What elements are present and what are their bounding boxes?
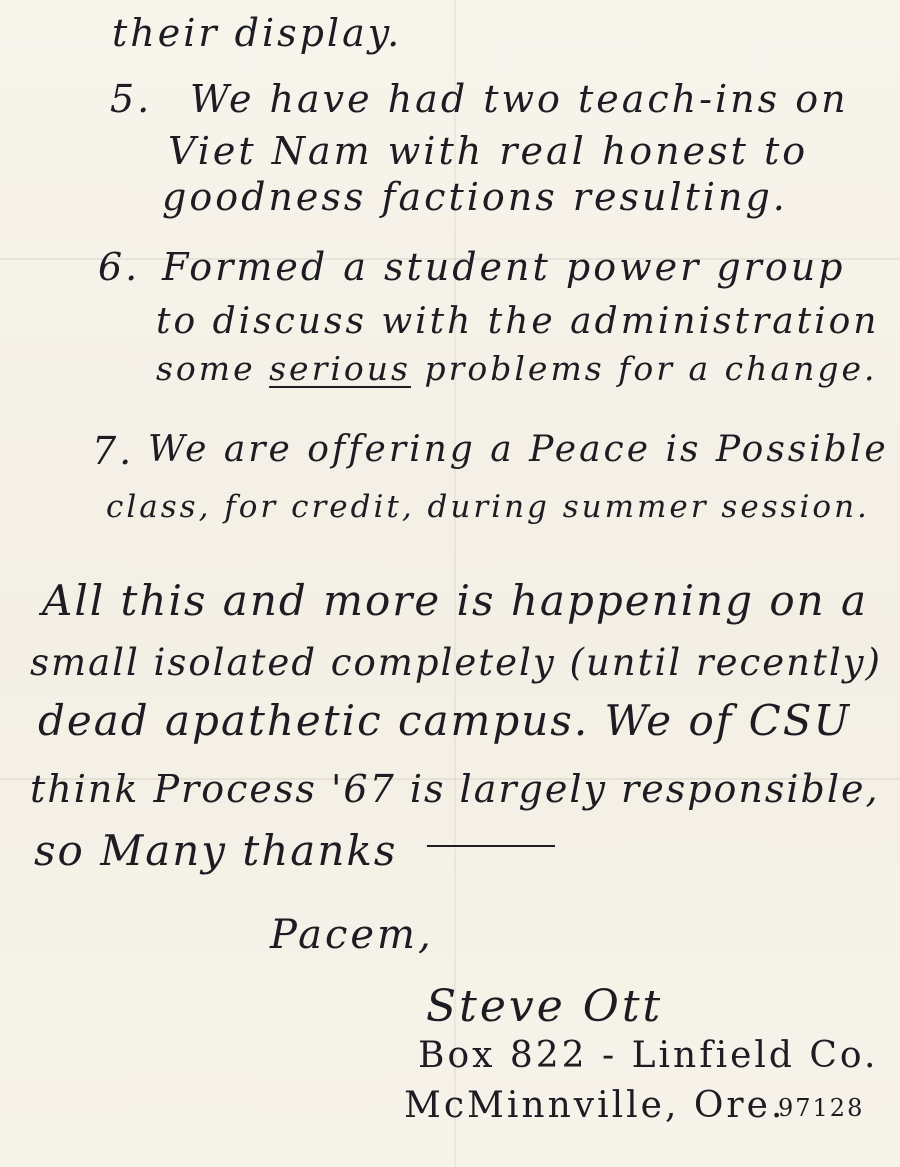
- line-their-display: their display.: [112, 11, 403, 55]
- paragraph-line-2: small isolated completely (until recently): [30, 641, 882, 684]
- paragraph-line-5: so Many thanks: [34, 826, 398, 875]
- paragraph-line-1: All this and more is happening on a: [42, 576, 869, 625]
- item-6-text: problems for a change.: [410, 349, 878, 388]
- paragraph-line-3: dead apathetic campus. We of CSU: [38, 696, 851, 745]
- item-6-line-1: Formed a student power group: [162, 245, 846, 289]
- item-number-6: 6.: [98, 245, 141, 289]
- item-7-line-2: class, for credit, during summer session.: [106, 489, 870, 525]
- item-7-line-1: We are offering a Peace is Possible: [148, 429, 889, 470]
- item-number-5: 5.: [110, 77, 153, 121]
- underlined-word: serious: [269, 349, 411, 388]
- item-5-line-2: Viet Nam with real honest to: [168, 129, 809, 173]
- item-number-7: 7.: [92, 429, 135, 473]
- dash-stroke: [427, 845, 555, 847]
- item-6-line-2: to discuss with the administration: [156, 301, 880, 342]
- item-6-text: some: [156, 349, 270, 388]
- item-6-line-3: [156, 349, 878, 388]
- signature: Steve Ott: [426, 981, 664, 1032]
- paragraph-line-4: think Process '67 is largely responsible,: [30, 767, 880, 811]
- item-5-line-3: goodness factions resulting.: [162, 175, 788, 219]
- valediction: Pacem,: [270, 912, 434, 958]
- zip-code: 97128: [778, 1094, 865, 1122]
- item-5-line-1: We have had two teach-ins on: [190, 77, 849, 121]
- address-line-2: McMinnville, Ore.: [404, 1085, 786, 1126]
- address-line-1: Box 822 - Linfield Co.: [418, 1035, 879, 1076]
